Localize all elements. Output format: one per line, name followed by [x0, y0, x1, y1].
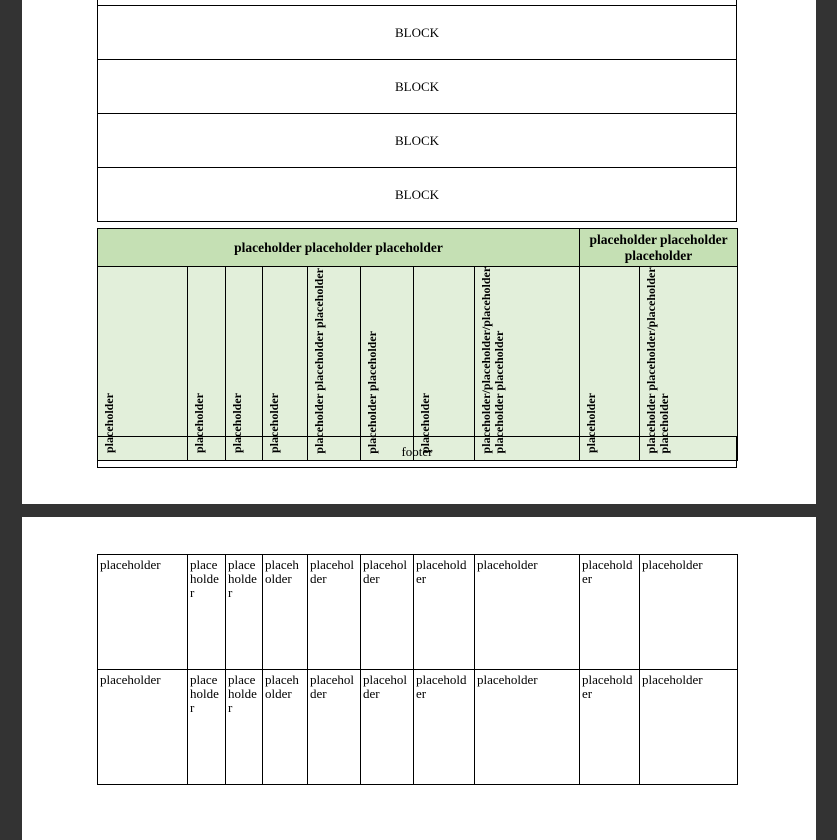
column-header-label: placeholder [230, 393, 244, 454]
block-list [97, 0, 737, 222]
column-header-label: placeholder placeholder/placeholder placeholder [644, 267, 671, 454]
table-cell: placeholder [361, 555, 414, 670]
table-cell: placeholder [475, 670, 580, 785]
table-row [98, 670, 738, 785]
column-header-label: placeholder [418, 393, 432, 454]
block-row: BLOCK [98, 114, 736, 168]
page-footer: footer [97, 436, 737, 468]
column-header [640, 267, 738, 461]
table-cell: placeholder [263, 555, 308, 670]
column-header [580, 267, 640, 461]
column-header-label: placeholder [584, 393, 598, 454]
body-table [97, 554, 738, 785]
block-row: BLOCK [98, 60, 736, 114]
block-row: BLOCK [98, 6, 736, 60]
document-page-1 [22, 0, 816, 504]
table-cell: placeholder [226, 670, 263, 785]
column-header-label: placeholder [102, 393, 116, 454]
column-header [414, 267, 475, 461]
table-cell: placeholder [640, 670, 738, 785]
column-header-label: placeholder placeholder [365, 330, 379, 454]
table-cell: placeholder [475, 555, 580, 670]
column-header [188, 267, 226, 461]
table-cell: placeholder [188, 670, 226, 785]
table-cell: placeholder [98, 555, 188, 670]
column-header [226, 267, 263, 461]
header-group-2: placeholder placeholder placeholder [580, 229, 738, 267]
column-header-label: placeholder [192, 393, 206, 454]
table-cell: placeholder [308, 670, 361, 785]
column-header [263, 267, 308, 461]
table-cell: placeholder [414, 670, 475, 785]
column-header [98, 267, 188, 461]
column-header-label: placeholder [267, 393, 281, 454]
table-cell: placeholder [308, 555, 361, 670]
table-cell: placeholder [414, 555, 475, 670]
table-cell: placeholder [226, 555, 263, 670]
table-cell: placeholder [580, 670, 640, 785]
table-cell: placeholder [263, 670, 308, 785]
column-header [361, 267, 414, 461]
column-header [475, 267, 580, 461]
header-group-1: placeholder placeholder placeholder [98, 229, 580, 267]
block-row: BLOCK [98, 168, 736, 222]
table-cell: placeholder [580, 555, 640, 670]
table-cell: placeholder [98, 670, 188, 785]
table-row [98, 555, 738, 670]
header-table [97, 228, 738, 461]
document-page-2 [22, 517, 816, 840]
table-cell: placeholder [640, 555, 738, 670]
column-header-label: placeholder/placeholder/placeholder placeholder placeholder [479, 267, 506, 454]
column-header-label: placeholder placeholder placeholder [312, 267, 326, 454]
table-cell: placeholder [361, 670, 414, 785]
column-header [308, 267, 361, 461]
table-cell: placeholder [188, 555, 226, 670]
